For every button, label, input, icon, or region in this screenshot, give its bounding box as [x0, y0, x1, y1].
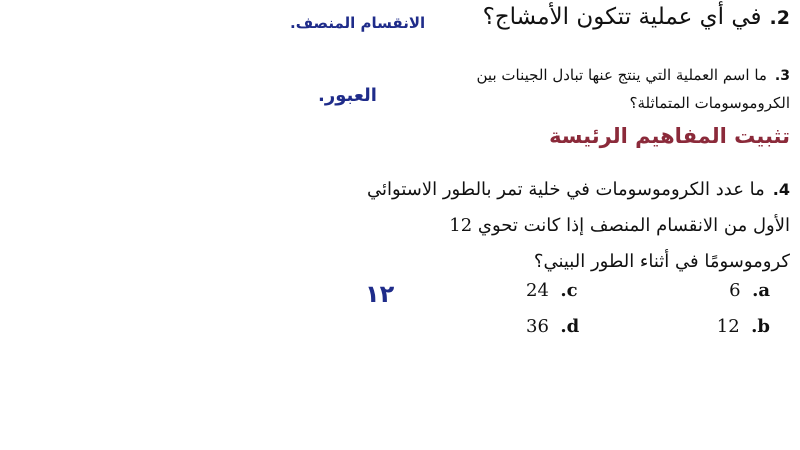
question-line: الأول من الانقسام المنصف إذا كانت تحوي 12 [449, 215, 790, 236]
question-2 [483, 4, 790, 30]
question-text: في أي عملية تتكون الأمشاج؟ [482, 4, 762, 30]
choice-value: 36 [526, 316, 549, 337]
question-number: 2. [769, 7, 790, 29]
choice-value: 12 [716, 316, 740, 337]
question-number: 3. [774, 68, 790, 84]
handwritten-answer-4: ١٢ [365, 280, 395, 308]
choice-value: 6 [729, 280, 741, 301]
section-heading: تثبيت المفاهيم الرئيسة [549, 124, 790, 148]
choice-letter: .b [751, 316, 770, 337]
choice-a [729, 280, 770, 301]
question-4 [350, 172, 790, 280]
question-line: 3.ما اسم العملية التي ينتج عنها تبادل الجينات بين [476, 66, 790, 84]
question-line: 4.ما عدد الكروموسومات في خلية تمر بالطور الاستوائي [367, 179, 790, 200]
choice-b [717, 316, 770, 337]
choice-letter: .a [752, 280, 770, 301]
handwritten-answer-2: الانقسام المنصف. [290, 14, 426, 32]
choice-c [526, 280, 578, 301]
question-line: كروموسومًا في أثناء الطور البيني؟ [533, 251, 790, 272]
question-line: الكروموسومات المتماثلة؟ [629, 94, 790, 112]
choice-letter: .c [560, 280, 578, 301]
choice-value: 24 [526, 280, 549, 301]
question-number: 4. [772, 180, 790, 199]
choice-letter: .d [560, 316, 580, 337]
handwritten-answer-3: العبور. [318, 85, 377, 106]
choice-d [526, 316, 579, 337]
question-3 [477, 62, 791, 117]
